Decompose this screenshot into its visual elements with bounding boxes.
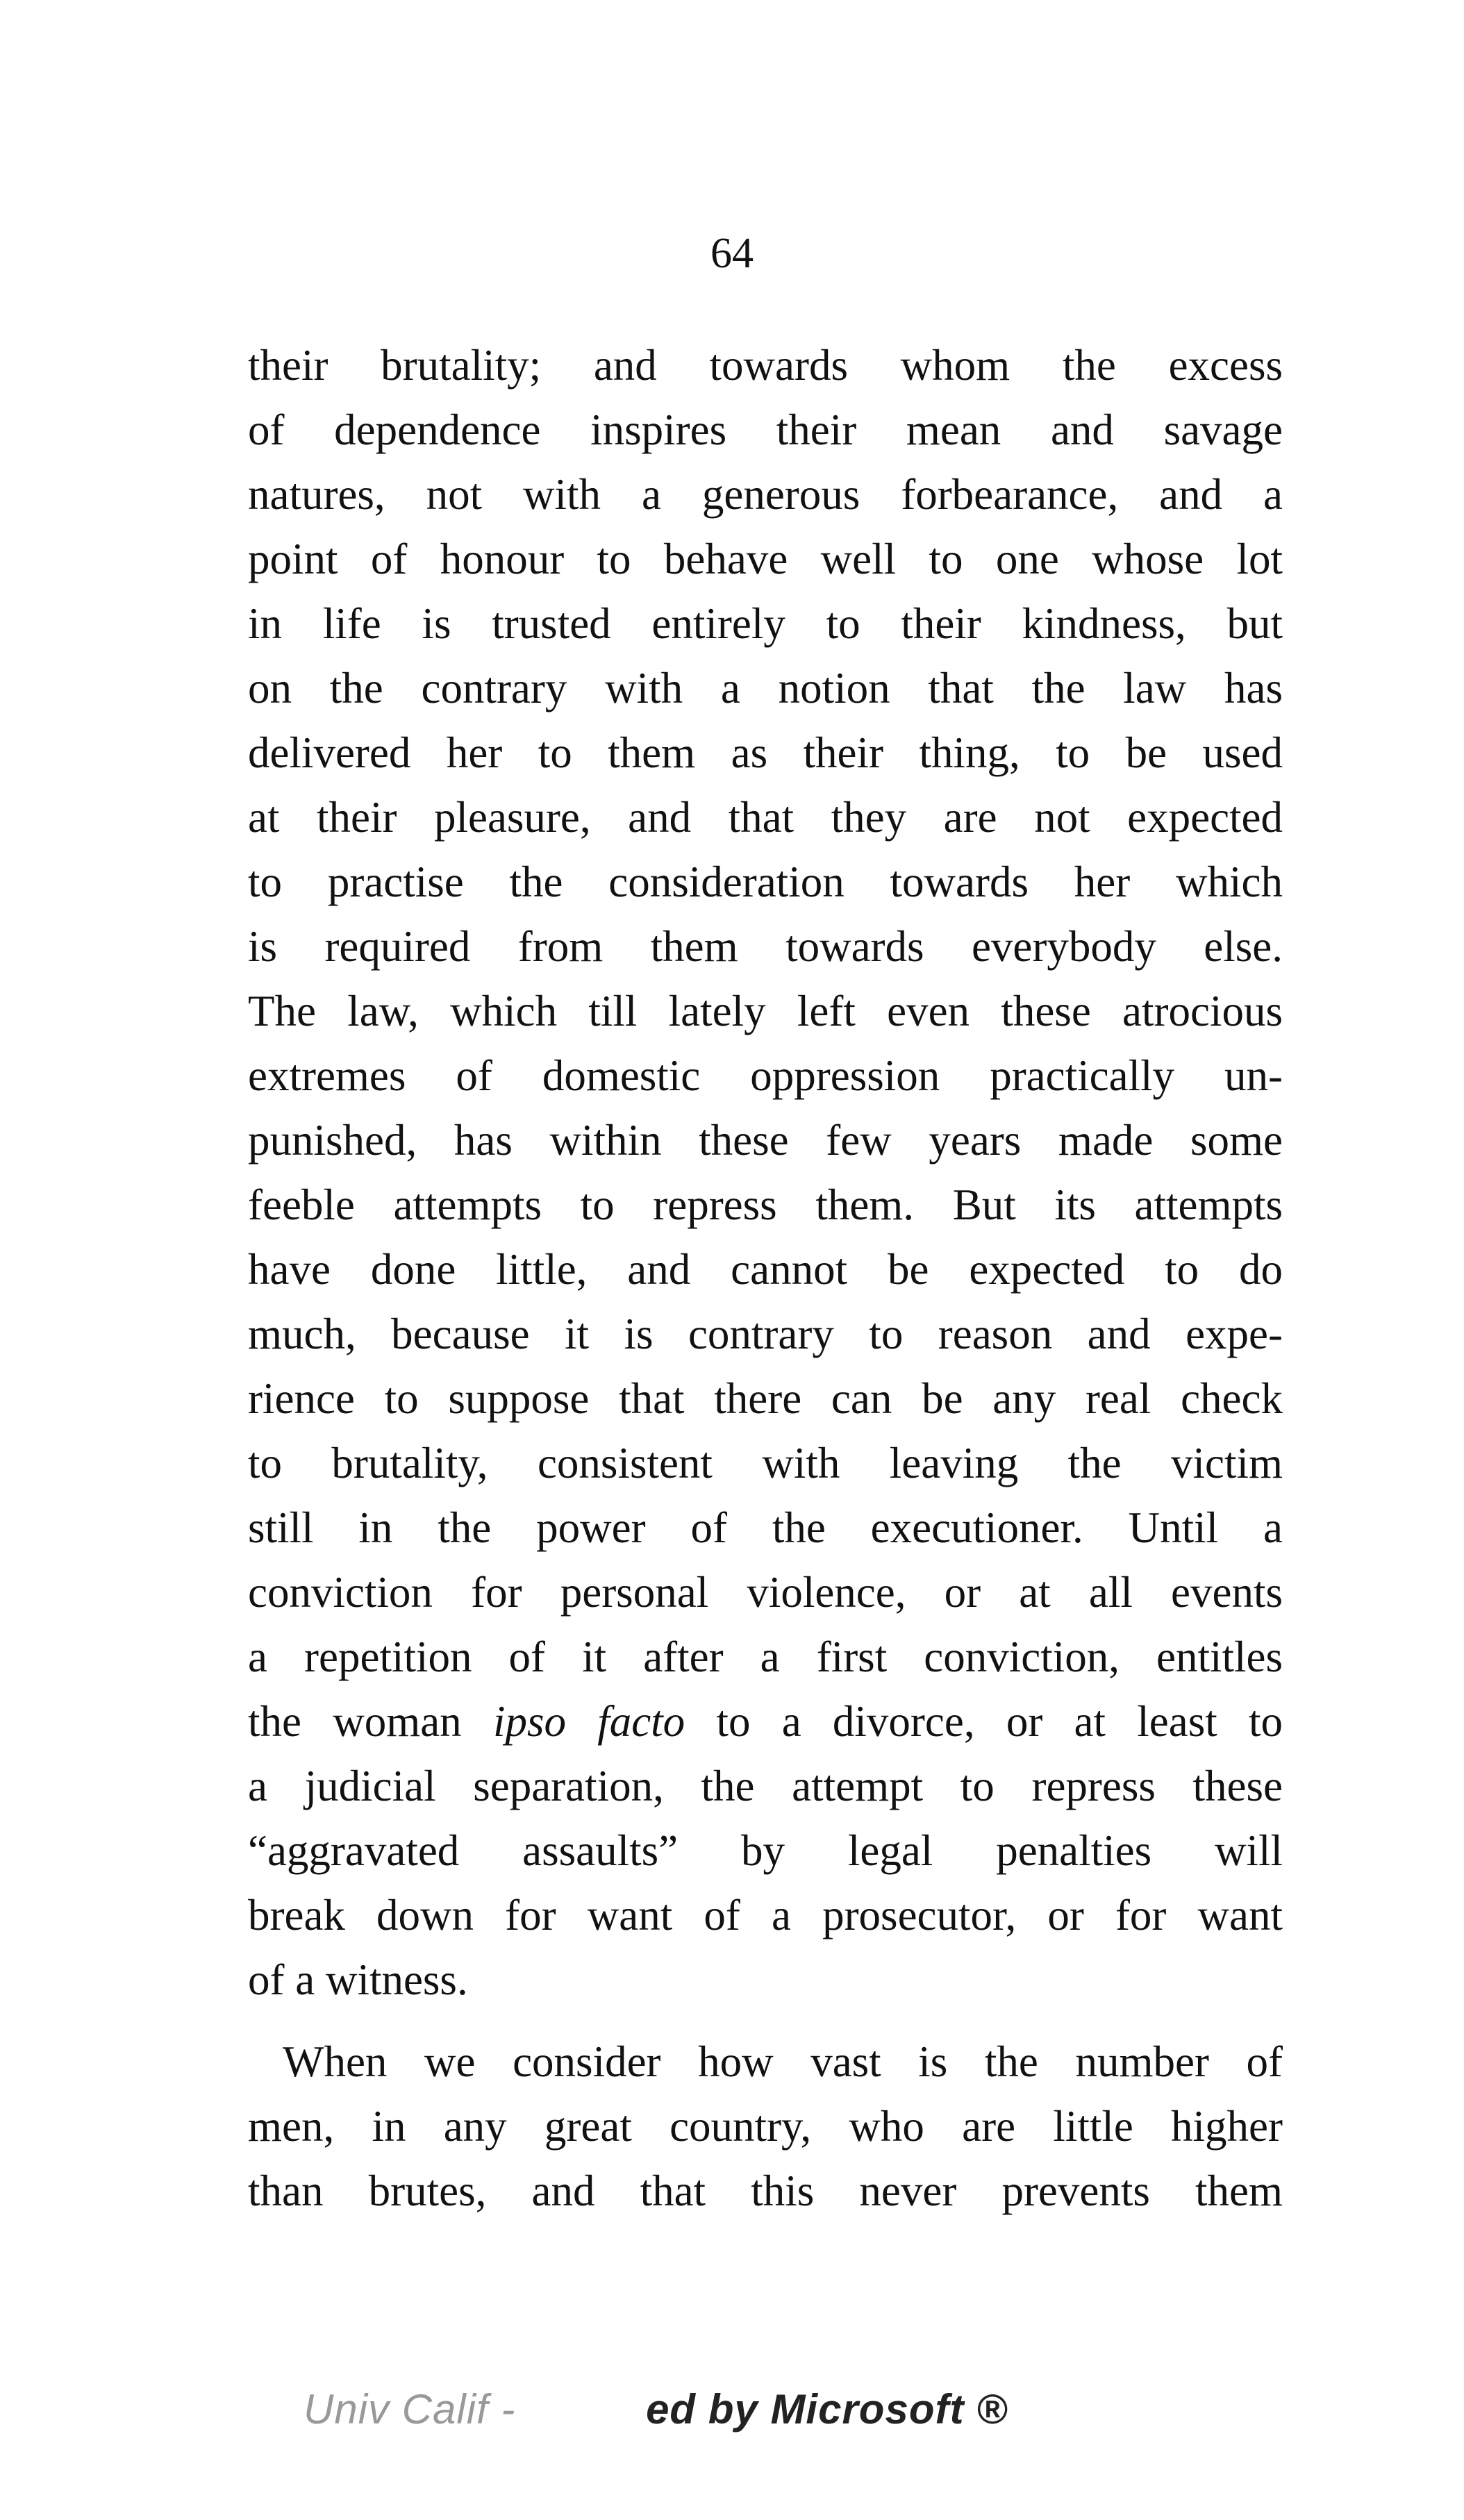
text-line: rience to suppose that there can be any real check <box>248 1374 1283 1423</box>
paragraph-gap <box>248 2012 1283 2030</box>
text-line: delivered her to them as their thing, to be used <box>248 728 1283 777</box>
text-line: “aggravated assaults” by legal penalties will <box>248 1826 1283 1875</box>
text-line: point of honour to behave well to one whose lot <box>248 535 1283 583</box>
text-line: of a witness. <box>248 1955 468 2004</box>
text-line: break down for want of a prosecutor, or for want <box>248 1891 1283 1939</box>
text-line: The law, which till lately left even these atrocious <box>248 987 1283 1035</box>
paragraph <box>248 2030 1283 2223</box>
text-line: much, because it is contrary to reason and expe- <box>248 1310 1283 1358</box>
text-line: of dependence inspires their mean and savage <box>248 406 1283 454</box>
text-line: punished, has within these few years made some <box>248 1116 1283 1165</box>
digitization-watermark <box>303 2385 1151 2433</box>
text-line: extremes of domestic oppression practically un- <box>248 1051 1283 1100</box>
text-line: When we consider how vast is the number of <box>283 2037 1283 2086</box>
text-line: natures, not with a generous forbearance, and a <box>248 470 1283 519</box>
text-line: conviction for personal violence, or at all events <box>248 1568 1283 1617</box>
watermark-right: ed by Microsoft ® <box>646 2386 1008 2433</box>
paragraph <box>248 333 1283 2012</box>
text-line: a repetition of it after a first conviction, entitles <box>248 1633 1283 1681</box>
text-line: a judicial separation, the attempt to repress these <box>248 1762 1283 1810</box>
text-line: their brutality; and towards whom the excess <box>248 341 1283 390</box>
text-line: than brutes, and that this never prevents them <box>248 2167 1283 2215</box>
watermark-left: Univ Calif - <box>303 2386 529 2433</box>
text-line: to brutality, consistent with leaving the victim <box>248 1439 1283 1487</box>
text-line: have done little, and cannot be expected to do <box>248 1245 1283 1294</box>
page-number: 64 <box>710 230 754 277</box>
text-line: at their pleasure, and that they are not expected <box>248 793 1283 842</box>
italic-phrase: ipso facto <box>492 1697 685 1746</box>
text-line: in life is trusted entirely to their kindness, but <box>248 599 1283 648</box>
text-line: is required from them towards everybody else. <box>248 922 1283 971</box>
body-text <box>248 333 1283 2223</box>
text-line: the woman ipso facto to a divorce, or at least to <box>248 1697 1283 1746</box>
text-line: feeble attempts to repress them. But its attempts <box>248 1180 1283 1229</box>
text-line: to practise the consideration towards her which <box>248 858 1283 906</box>
text-line: men, in any great country, who are little higher <box>248 2102 1283 2151</box>
text-line: still in the power of the executioner. Until a <box>248 1503 1283 1552</box>
text-line: on the contrary with a notion that the law has <box>248 664 1283 712</box>
